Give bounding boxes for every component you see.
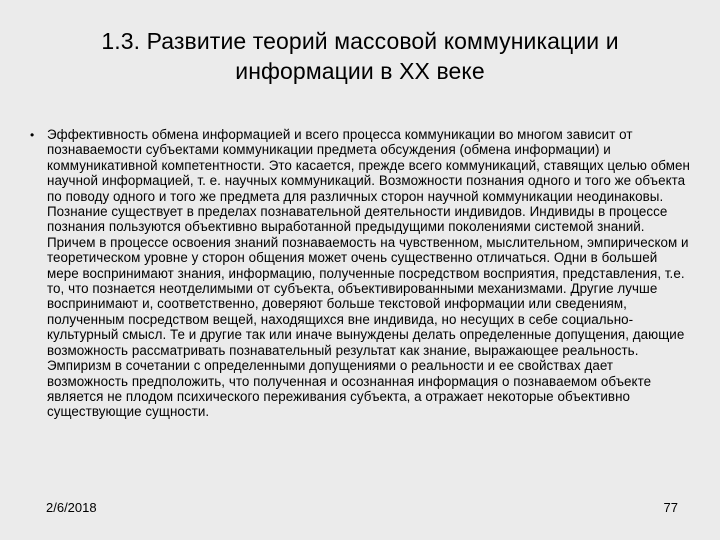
slide-title: 1.3. Развитие теорий массовой коммуникации и информации в XX веке: [101, 28, 619, 84]
footer-date: 2/6/2018: [46, 500, 97, 515]
page-number: 77: [663, 500, 678, 515]
slide-body-text: Эффективность обмена информацией и всего процесса коммуникации во многом зависит от познаваемости субъектами коммуникации предмета обсуждения (обмена информации) и коммуникативной компетентности. Это касается, прежде всего коммуникаций, ставящих целью обмен научной информацией, т. е. научных коммуникаций. Возможности познания одного и того же объекта по поводу одного и того же предмета для различных сторон научной коммуникации неодинаковы. Познание существует в пределах познавательной деятельности индивидов. Индивиды в процессе познания пользуются объективно выработанной предыдущими поколениями системой знаний. Причем в процессе освоения знаний познаваемость на чувственном, мыслительном, эмпирическом и теоретическом уровне у сторон общения может очень существенно отличаться. Одни в большей мере воспринимают знания, информацию, полученные посредством восприятия, представления, т.е. то, что познается неотделимыми от субъекта, объективированными механизмами. Другие лучше воспринимают и, соответственно, доверяют больше текстовой информации или сведениям, полученным посредством вещей, находящихся вне индивида, но несущих в себе социально-культурный смысл. Те и другие так или иначе вынуждены делать определенные допущения, дающие возможность рассматривать познавательный результат как знание, выражающее реальность. Эмпиризм в сочетании с определенными допущениями о реальности и ее свойствах дает возможность предположить, что полученная и осознанная информация о познаваемом объекте является не плодом психического переживания субъекта, а отражает некоторые объективно существующие сущности.: [47, 127, 690, 420]
bullet-marker: •: [30, 128, 35, 142]
